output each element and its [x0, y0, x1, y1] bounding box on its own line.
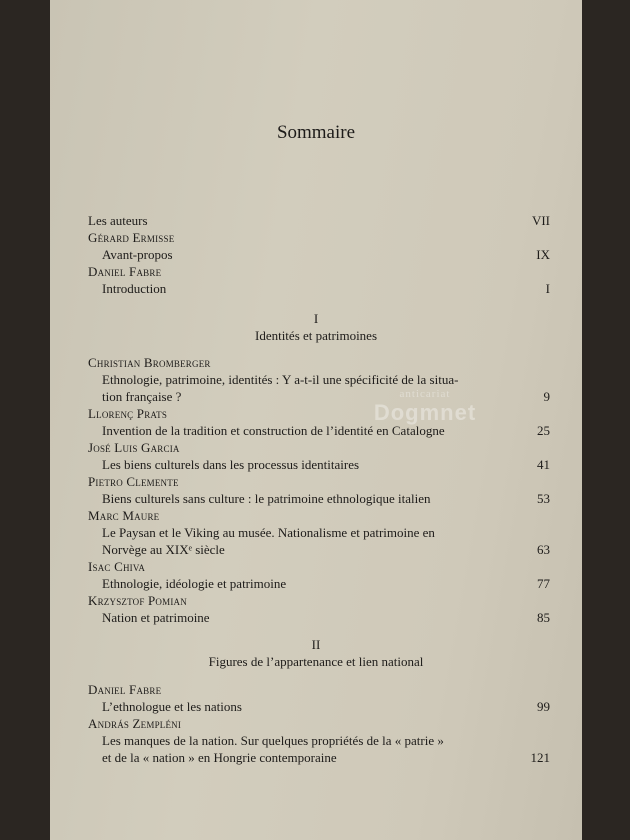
section-numeral-1: I [313, 311, 319, 326]
section-heading-1: Identités et patrimoines [254, 328, 378, 343]
author-name: Christian Bromberger [88, 355, 211, 370]
work-title: Introduction [102, 281, 167, 296]
toc-entry-front-2 [88, 263, 550, 297]
page-title: Sommaire [276, 122, 356, 143]
toc-entry-front-0 [88, 212, 550, 229]
watermark-top-text: anticariat [399, 388, 451, 400]
work-title-line: et de la « nation » en Hongrie contemporaine [102, 750, 337, 765]
page-number: 85 [537, 610, 550, 625]
author-name: András Zempléni [88, 716, 182, 731]
author-name: Marc Maure [88, 508, 160, 523]
author-name: Krzysztof Pomian [88, 593, 187, 608]
toc-entry-fabre [88, 681, 550, 715]
page-number: 99 [537, 699, 550, 714]
work-title-line: Norvège au XIXᵉ siècle [102, 542, 225, 557]
section-heading-2: Figures de l’appartenance et lien national [208, 654, 424, 669]
author-name: Isac Chiva [88, 559, 146, 574]
work-title-line: Nation et patrimoine [102, 610, 210, 625]
page-number: 53 [537, 491, 550, 506]
work-title-line: Ethnologie, patrimoine, identités : Y a-t-il une spécificité de la situa- [102, 372, 459, 387]
toc-entry-clemente [88, 473, 550, 507]
work-title-line: Ethnologie, idéologie et patrimoine [102, 576, 287, 591]
page-number: 25 [537, 423, 550, 438]
watermark-main-text: Dogmnet [373, 400, 477, 425]
work-title-line: Invention de la tradition et construction de l’identité en Catalogne [102, 423, 445, 438]
author-name: José Luis Garcia [88, 440, 180, 455]
page-number: 77 [537, 576, 550, 591]
page-number: 41 [537, 457, 550, 472]
author-name: Llorenç Prats [88, 406, 168, 421]
work-title: Avant-propos [102, 247, 173, 262]
page-number: 63 [537, 542, 550, 557]
toc-entry-prats [88, 405, 550, 439]
section-numeral-2: II [311, 637, 321, 652]
author-name: Daniel Fabre [88, 682, 162, 697]
author-name: Gérard Ermisse [88, 230, 175, 245]
page-number: VII [531, 213, 550, 228]
page-number: 9 [543, 389, 550, 404]
toc-entry-maure [88, 507, 550, 558]
toc-entry-front-1 [88, 229, 550, 263]
toc-entry-bromberger [88, 354, 550, 405]
work-title-line: Le Paysan et le Viking au musée. Nationalisme et patrimoine en [102, 525, 435, 540]
author-name: Pietro Clemente [88, 474, 179, 489]
work-title-line: Les manques de la nation. Sur quelques propriétés de la « patrie » [102, 733, 444, 748]
toc-entry-chiva [88, 558, 550, 592]
work-title-line: tion française ? [102, 389, 182, 404]
bleed-through-text [200, 20, 560, 80]
work-title-line: Les biens culturels dans les processus identitaires [102, 457, 360, 472]
entry-label: Les auteurs [88, 213, 148, 228]
book-page [50, 0, 582, 840]
work-title-line: Biens culturels sans culture : le patrimoine ethnologique italien [102, 491, 431, 506]
toc-entry-pomian [88, 592, 550, 626]
work-title-line: L’ethnologue et les nations [102, 699, 242, 714]
toc-entry-garcia [88, 439, 550, 473]
author-name: Daniel Fabre [88, 264, 162, 279]
page-number: 121 [530, 750, 550, 765]
page-number: I [545, 281, 550, 296]
toc-entry-zempleni [88, 715, 550, 766]
page-number: IX [536, 247, 550, 262]
